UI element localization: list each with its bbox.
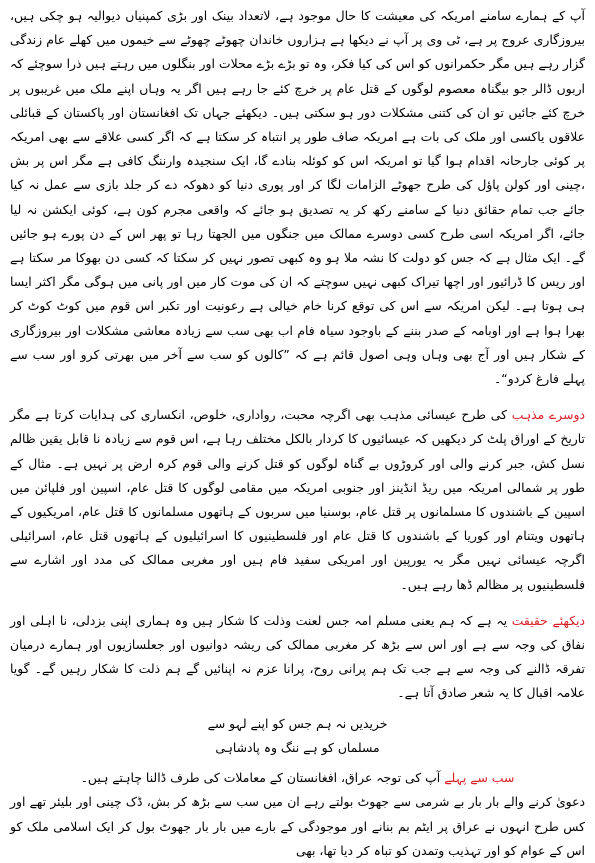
paragraph-closing-heading bbox=[10, 766, 585, 790]
paragraph-closing-lead: سب سے پہلے bbox=[444, 770, 515, 786]
paragraph-christianity-text: کی طرح عیسائی مذہب بھی اگرچہ محبت، رواداری، خلوص، انکساری کی ہدایات کرتا ہے مگر تاریخ کے اوراق پلٹ کر دیکھیں کہ عیسائیوں کا کردار بالکل مختلف رہا ہے، اس قوم سے زیادہ نا قابل یقین ظالم نسل کش، جبر کرنے والی اور کروڑوں بے گناہ لوگوں کو قتل کرنے والی قوم کرہ ارض پر نہیں ہے۔ مثال کے طور پر شمالی امریکہ میں ریڈ انڈینز اور جنوبی امریکہ میں مقامی لوگوں کا قتل عام، اسپین اور فلپائن میں اسپین کے باشندوں کا مسلمانوں پر قتل عام، بوسنیا میں سربوں کے ہاتھوں مسلمانوں کا قتل عام، امریکیوں کے ہاتھوں ویتنام اور کوریا کے باشندوں کا قتل عام اور فلسطینیوں کا اسرائیلیوں کے ہاتھوں قتل عام، اسرائیلی اگرچہ عیسائی نہیں مگر یہ یورپین اور امریکی سفید فام ہیں اور مغربی ممالک کی مدد اور اشارے سے فلسطینیوں پر مظالم ڈھا رہے ہیں۔ bbox=[10, 407, 585, 592]
paragraph-christianity bbox=[10, 403, 585, 597]
paragraph-economy-text: آپ کے ہمارے سامنے امریکہ کی معیشت کا حال موجود ہے، لاتعداد بینک اور بڑی کمپنیاں دیوالیہ ہو چکی ہیں، بیروزگاری عروج پر ہے، ٹی وی پر آپ نے دیکھا ہے ہزاروں خاندان چھوٹے چھوٹے سے خیموں میں کھلے عام زندگی گزار رہے ہیں مگر حکمرانوں کو اس کی کیا فکر، وہ تو بڑے بڑے محلات اور بنگلوں میں رہتے ہیں ذرا سوچئے کہ اربوں ڈالر جو بیگناہ معصوم لوگوں کے قتل عام پر خرچ کئے جا رہے ہیں اگر یہ وہاں اپنے ملک میں غریبوں پر خرچ کئے جائیں تو ان کی کتنی مشکلات دور ہو سکتی ہیں۔ دیکھئے جہاں تک افغانستان اور پاکستان کے قبائلی علاقوں یاکسی اور ملک کی بات ہے امریکہ صاف طور پر انتباہ کر سکتا ہے کہ اگر کسی علاقے سے بھی امریکہ پر کوئی جارحانہ اقدام ہوا گیا تو امریکہ اس کو کوئلہ بنادے گا، ایک سنجیدہ وارننگ کافی ہے مگر اس پر بش ،چینی اور کولن پاؤل کی طرح جھوٹے الزامات لگا کر اور پوری دنیا کو دھوکہ دے کر جلد بازی سے عمل نہ کیا جائے جب تمام حقائق دنیا کے سامنے رکھ کر یہ تصدیق ہو جائے کہ واقعی مجرم کون ہے، کوئی ایکشن نہ لیا جائے، اگر امریکہ اسی طرح کسی دوسرے ممالک میں جنگوں میں الجھتا رہا تو پھر اس کے دن پورے ہو جائیں گے۔ ایک مثال ہے کہ جس کو دولت کا نشہ ملا ہو وہ کبھی تصور نہیں کر سکتا کہ کسی دن بھوکا مر سکتا ہے اور ریس کا ڈرائیور اور اچھا تیراک کبھی نہیں سوچتے کہ ان کی موت کار میں اور پانی میں ہوگی مگر اکثر ایسا ہی ہوتا ہے۔ لیکن امریکہ سے اس کی توقع کرنا خام خیالی ہے رعونیت اور تکبر اس قوم میں کوٹ کوٹ کر بھرا ہوا ہے اور اوبامہ کے صدر بننے کے باوجود سیاہ فام اب بھی سب سے زیادہ معاشی مشکلات اور بیروزگاری کے شکار ہیں اور آج بھی وہاں وہی اصول قائم ہے کہ ”کالوں کو سب سے آخر میں بھرتی کرو اور سب سے پہلے فارغ کردو“۔ bbox=[10, 8, 585, 387]
paragraph-closing-line1: آپ کی توجہ عراق، افغانستان کے معاملات کی طرف ڈالنا چاہتے ہیں۔ bbox=[80, 770, 445, 786]
paragraph-spacer bbox=[10, 597, 585, 609]
paragraph-reality-lead: دیکھئے حقیقت bbox=[511, 612, 586, 628]
couplet-line: خریدیں نہ ہم جس کو اپنے لہو سے bbox=[207, 715, 388, 731]
iqbal-couplet bbox=[10, 712, 585, 760]
paragraph-spacer bbox=[10, 391, 585, 403]
paragraph-closing bbox=[10, 790, 585, 863]
couplet-line: مسلماں کو ہے ننگ وہ پادشاہی bbox=[215, 739, 380, 755]
paragraph-reality-text: یہ ہے کہ ہم یعنی مسلم امہ جس لعنت وذلت کا شکار ہیں وہ ہماری اپنی بزدلی، نا اہلی اور نفاق کی وجہ سے ہے اور اس سے بڑھ کر مغربی ممالک کی ریشہ دوانیوں اور جعلسازیوں اور ہمارے درمیان تفرقہ ڈالنے کی وجہ سے ہے جب تک ہم پرانی روح، پرانا عزم نہ اپنائیں گے ہم ذلت کا شکار رہیں گے۔ گویا علامہ اقبال کا یہ شعر صادق آتا ہے۔ bbox=[10, 612, 585, 701]
paragraph-reality bbox=[10, 609, 585, 706]
paragraph-christianity-lead: دوسرے مذہب bbox=[511, 407, 585, 423]
paragraph-economy bbox=[10, 4, 585, 391]
paragraph-closing-text: دعویٰ کرنے والے بار بار بے شرمی سے جھوٹ بولتے رہے ان میں سب سے بڑھ کر بش، ڈک چینی اور بلیئر تھے اور کس طرح انہوں نے عراق پر ایٹم بم بنانے اور موجودگی کے بارے میں بار بار جھوٹ بول کر ایک اسلامی ملک کو اس کے عوام کو اور تہذیب وتمدن کو تباہ کر دیا تھا، بھی bbox=[10, 794, 585, 858]
